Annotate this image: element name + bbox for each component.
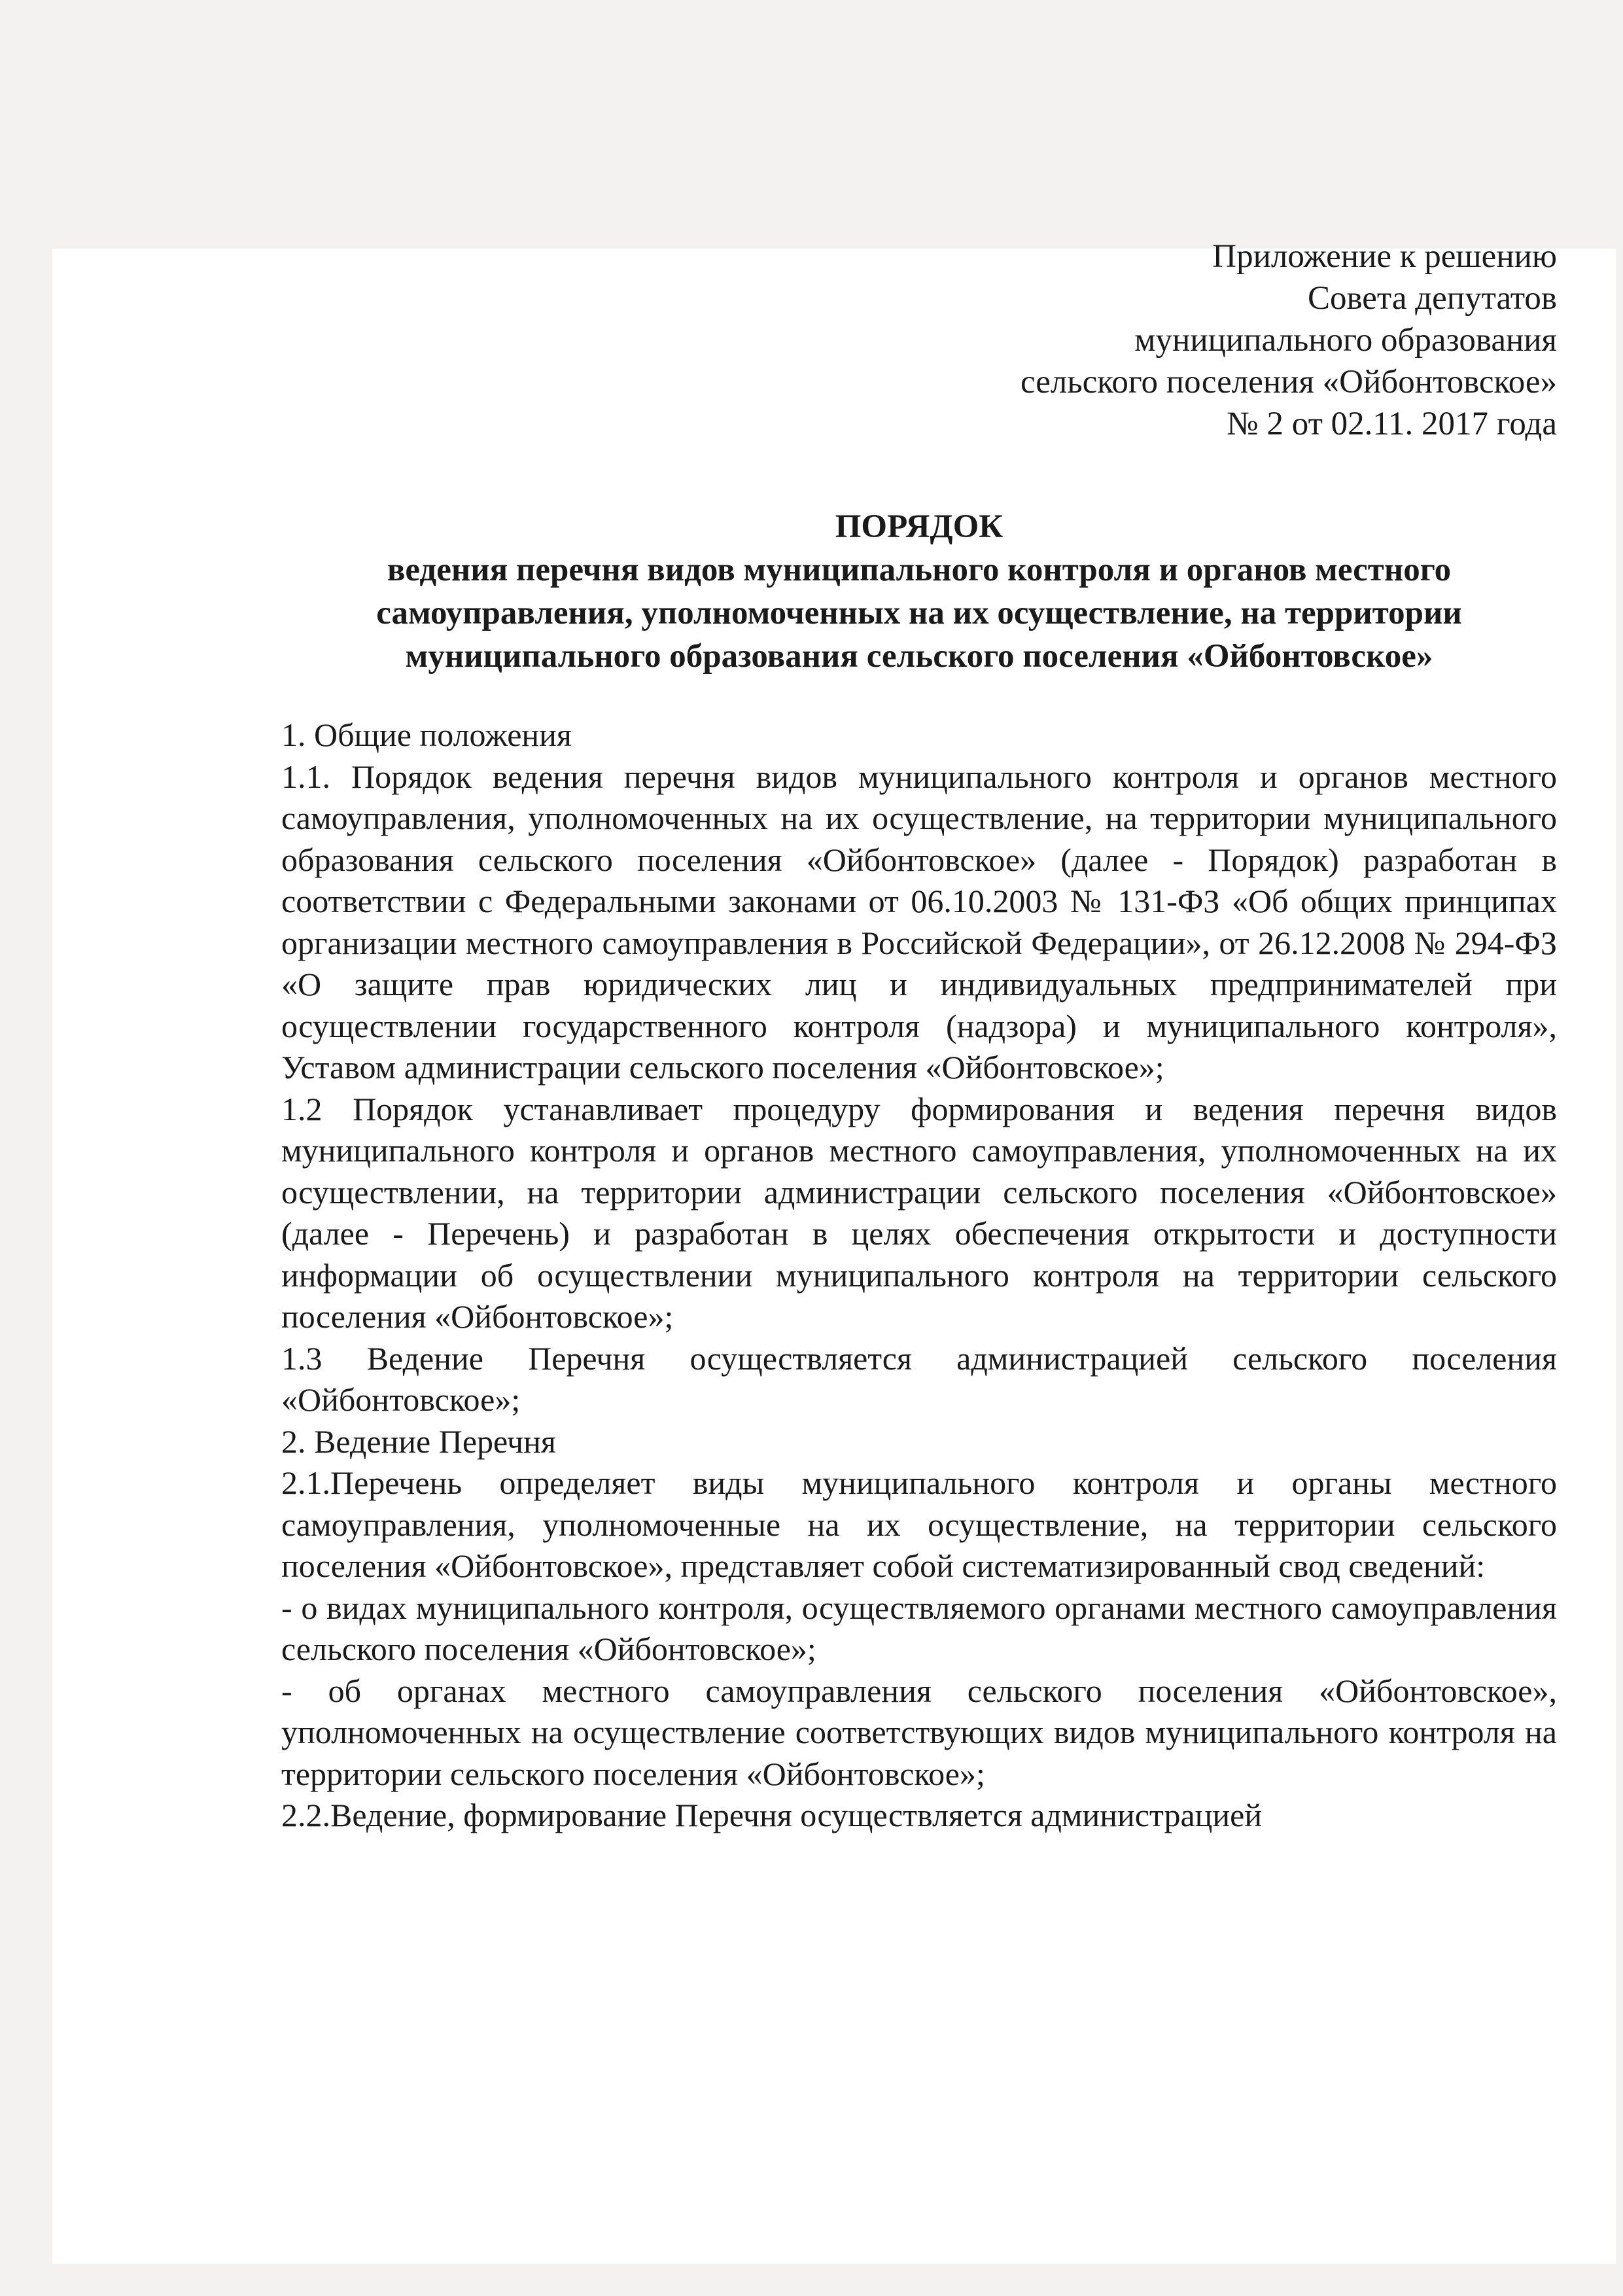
document-title bbox=[281, 505, 1557, 678]
paragraph-2-1-item-a: - о видах муниципального контроля, осуществляемого органами местного самоуправления сельского поселения «Ойбонтовское»; bbox=[281, 1589, 1557, 1667]
paragraph-1-2: 1.2 Порядок устанавливает процедуру формирования и ведения перечня видов муниципального контроля и органов местного самоуправления, уполномоченных на их осуществлении, на территории администрации сельского поселения «Ойбонтовское» (далее - Перечень) и разработан в целях обеспечения открытости и доступности информации об осуществлении муниципального контроля на территории сельского поселения «Ойбонтовское»; bbox=[281, 1090, 1557, 1335]
section-2-heading: 2. Ведение Перечня bbox=[281, 1422, 556, 1460]
appendix-block bbox=[281, 236, 1557, 445]
title-line-4: муниципального образования сельского поселения «Ойбонтовское» bbox=[405, 638, 1433, 675]
paragraph-2-1-item-b: - об органах местного самоуправления сельского поселения «Ойбонтовское», уполномоченных на осуществление соответствующих видов муниципального контроля на территории сельского поселения «Ойбонтовское»; bbox=[281, 1672, 1557, 1792]
appendix-line-5: № 2 от 02.11. 2017 года bbox=[1227, 406, 1557, 442]
document-body bbox=[281, 715, 1557, 1837]
paragraph-2-2: 2.2.Ведение, формирование Перечня осуществляется администрацией bbox=[281, 1797, 1263, 1833]
paragraph-1-3: 1.3 Ведение Перечня осуществляется администрацией сельского поселения «Ойбонтовское»; bbox=[281, 1339, 1557, 1418]
document-page bbox=[281, 236, 1557, 1837]
section-1-heading: 1. Общие положения bbox=[281, 716, 572, 753]
appendix-line-1: Приложение к решению bbox=[1212, 238, 1557, 275]
paragraph-1-1: 1.1. Порядок ведения перечня видов муниципального контроля и органов местного самоуправления, уполномоченных на их осуществление, на территории муниципального образования сельского поселения «Ойбонтовское» (далее - Порядок) разработан в соответствии с Федеральными законами от 06.10.2003 № 131-ФЗ «Об общих принципах организации местного самоуправления в Российской Федерации», от 26.12.2008 № 294-ФЗ «О защите прав юридических лиц и индивидуальных предпринимателей при осуществлении государственного контроля (надзора) и муниципального контроля», Уставом администрации сельского поселения «Ойбонтовское»; bbox=[281, 758, 1557, 1086]
appendix-line-2: Совета депутатов bbox=[1307, 280, 1557, 317]
title-line-3: самоуправления, уполномоченных на их осуществление, на территории bbox=[376, 595, 1462, 631]
paragraph-2-1: 2.1.Перечень определяет виды муниципального контроля и органы местного самоуправления, уполномоченные на их осуществление, на территории сельского поселения «Ойбонтовское», представляет собой систематизированный свод сведений: bbox=[281, 1464, 1557, 1584]
title-line-2: ведения перечня видов муниципального контроля и органов местного bbox=[387, 552, 1452, 588]
appendix-line-3: муниципального образования bbox=[1134, 322, 1557, 359]
appendix-line-4: сельского поселения «Ойбонтовское» bbox=[1020, 364, 1557, 400]
title-line-1: ПОРЯДОК bbox=[835, 508, 1003, 545]
